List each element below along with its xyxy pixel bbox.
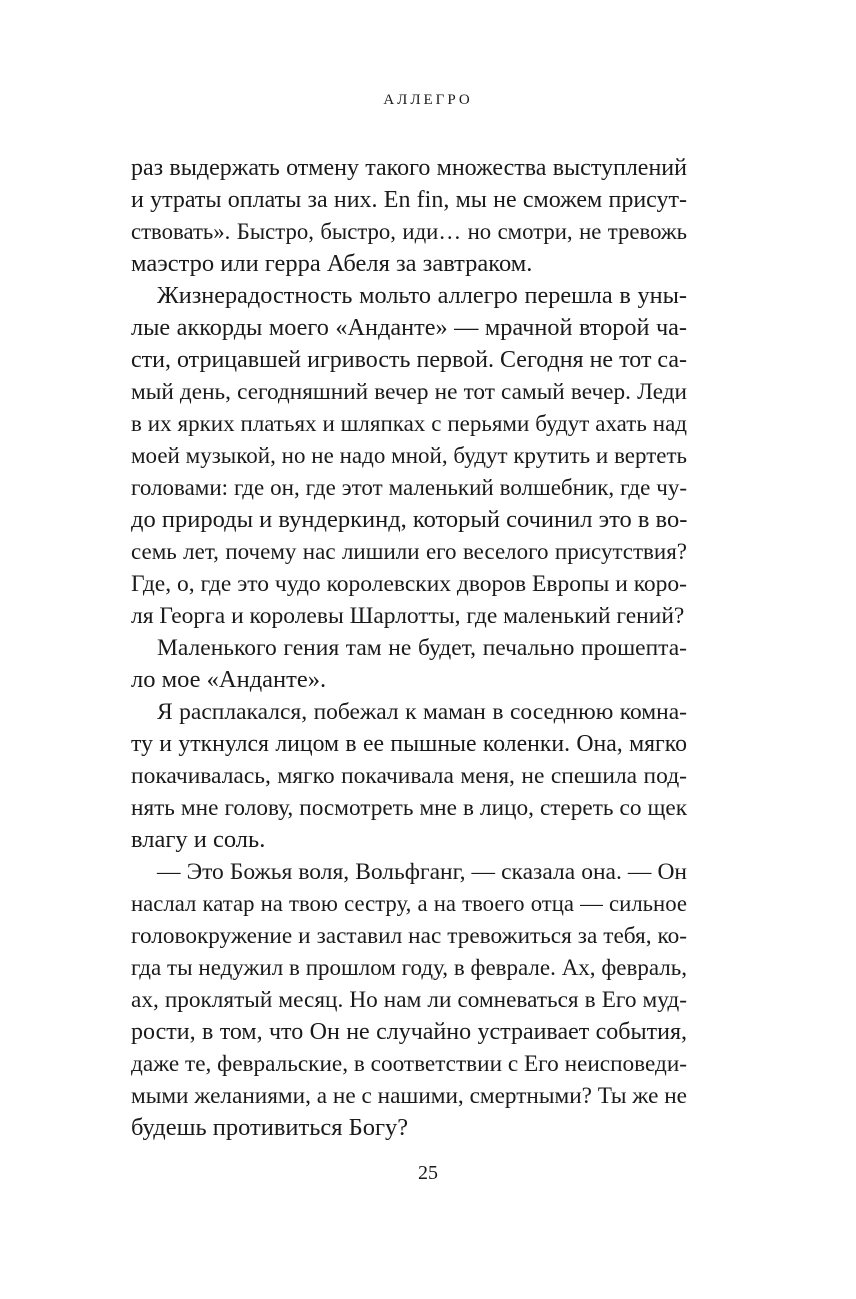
- text-line: ля Георга и королевы Шарлотты, где маленький гений?: [131, 603, 685, 629]
- body-text: [131, 152, 687, 1144]
- text-line: наслал катар на твою сестру, а на твоего отца — сильное: [131, 891, 687, 916]
- text-line: ло мое «Анданте».: [131, 666, 327, 693]
- text-line: сти, отрицавшей игривость первой. Сегодня не тот са-: [131, 347, 688, 373]
- running-head: АЛЛЕГРО: [383, 92, 473, 108]
- text-line: влагу и соль.: [131, 826, 266, 853]
- text-line: Маленького гения там не будет, печально прошепта-: [157, 635, 687, 661]
- text-line: рости, в том, что Он не случайно устраивает события,: [131, 1019, 687, 1045]
- text-line: ту и уткнулся лицом в ее пышные коленки. Она, мягко: [131, 731, 687, 757]
- text-line: ствовать». Быстро, быстро, иди… но смотри, не тревожь: [131, 219, 687, 244]
- text-line: — Это Божья воля, Вольфганг, — сказала она. — Он: [157, 859, 687, 885]
- text-line: покачивалась, мягко покачивала меня, не спешила под-: [131, 763, 687, 789]
- text-line: Я расплакался, побежал к маман в соседнюю комна-: [157, 699, 687, 725]
- text-line: до природы и вундеркинд, который сочинил это в во-: [131, 506, 688, 533]
- text-line: ах, проклятый месяц. Но нам ли сомневаться в Его муд-: [131, 987, 687, 1013]
- text-line: даже те, февральские, в соответствии с Его неисповеди-: [131, 1051, 688, 1077]
- text-line: в их ярких платьях и шляпках с перьями будут ахать над: [131, 411, 687, 436]
- text-line: семь лет, почему нас лишили его веселого присутствия?: [131, 539, 687, 564]
- page-number: 25: [418, 1162, 438, 1184]
- text-line: раз выдержать отмену такого множества выступлений: [131, 155, 687, 181]
- text-line: Где, о, где это чудо королевских дворов Европы и коро-: [131, 571, 687, 597]
- text-line: мый день, сегодняшний вечер не тот самый вечер. Леди: [131, 379, 687, 405]
- text-line: Жизнерадостность мольто аллегро перешла в уны-: [157, 282, 687, 309]
- text-line: и утраты оплаты за них. En fin, мы не сможем присут-: [131, 187, 687, 213]
- text-line: гда ты недужил в прошлом году, в феврале. Ах, февраль,: [131, 955, 687, 980]
- text-line: моей музыкой, но не надо мной, будут крутить и вертеть: [131, 443, 687, 468]
- text-line: будешь противиться Богу?: [131, 1114, 409, 1141]
- text-line: нять мне голову, посмотреть мне в лицо, стереть со щек: [131, 795, 687, 821]
- text-line: головами: где он, где этот маленький волшебник, где чу-: [131, 475, 687, 500]
- text-line: мыми желаниями, а не с нашими, смертными? Ты же не: [131, 1083, 687, 1109]
- text-line: лые аккорды моего «Анданте» — мрачной второй ча-: [131, 314, 687, 341]
- text-line: маэстро или герра Абеля за завтраком.: [131, 250, 533, 277]
- text-line: головокружение и заставил нас тревожиться за тебя, ко-: [131, 923, 687, 949]
